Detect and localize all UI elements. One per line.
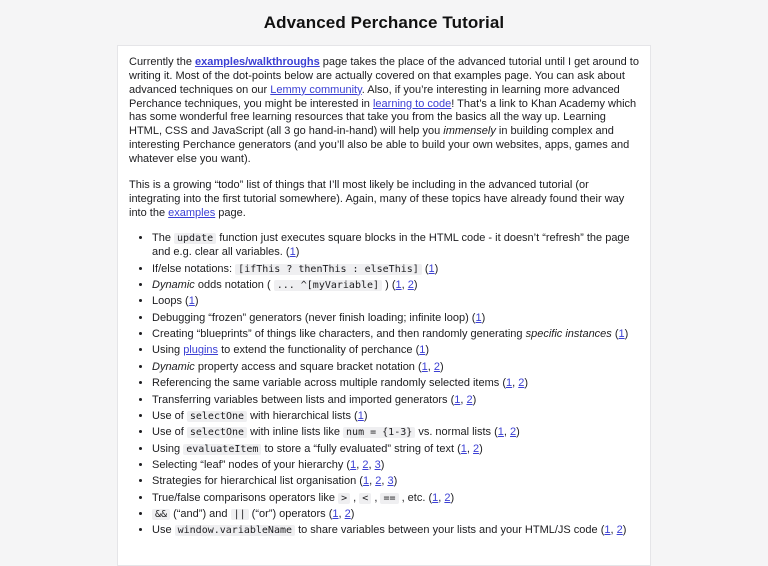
inline-link[interactable]: 1 [357, 409, 364, 422]
inline-link[interactable]: 1 [475, 311, 482, 324]
emphasis-text: specific instances [525, 328, 612, 341]
inline-link[interactable]: 1 [395, 279, 402, 292]
list-item: • True/false comparisons operators like > , < , == , etc. (1, 2) [152, 492, 639, 506]
list-item: • Transferring variables between lists and imported generators (1, 2) [152, 394, 639, 408]
inline-link[interactable]: 1 [188, 295, 195, 308]
inline-link[interactable]: 1 [497, 426, 504, 439]
inline-link[interactable]: 1 [432, 491, 439, 504]
inline-link[interactable]: 1 [428, 262, 435, 275]
inline-link[interactable]: plugins [183, 344, 219, 357]
list-item: • Dynamic property access and square bracket notation (1, 2) [152, 361, 639, 375]
inline-link[interactable]: 2 [518, 377, 525, 390]
inline-link[interactable]: 1 [362, 475, 370, 488]
list-item: • Strategies for hierarchical list organisation (1, 2, 3) [152, 475, 639, 489]
inline-code: selectOne [187, 427, 247, 438]
list-item: • If/else notations: [ifThis ? thenThis : elseThis] (1) [152, 263, 639, 277]
inline-link[interactable]: 1 [604, 524, 611, 537]
inline-code: evaluateItem [183, 444, 261, 455]
list-item: • Debugging “frozen” generators (never finish loading; infinite loop) (1) [152, 312, 639, 326]
inline-code: > [338, 493, 350, 504]
inline-link[interactable]: 2 [466, 393, 473, 406]
inline-code: && [152, 509, 170, 520]
inline-link[interactable]: 1 [460, 442, 467, 455]
inline-link[interactable]: 1 [332, 508, 339, 521]
inline-link[interactable]: learning to code [372, 97, 452, 110]
inline-link[interactable]: 3 [374, 458, 381, 471]
topics-list [129, 232, 639, 538]
inline-link[interactable]: 2 [375, 475, 382, 488]
inline-link[interactable]: examples/walkthroughs [195, 56, 320, 68]
list-item: • Loops (1) [152, 295, 639, 309]
todo-intro-paragraph: This is a growing “todo” list of things that I’ll most likely be including in the advanced tutorial (or integrating into the first tutorial somewhere). Again, many of these topics have already found their way into the examples page. [129, 178, 625, 219]
inline-link[interactable]: 1 [618, 328, 625, 341]
inline-link[interactable]: 1 [289, 246, 296, 259]
inline-link[interactable]: 2 [362, 458, 369, 471]
inline-code: < [359, 493, 371, 504]
list-item: • && (“and”) and || (“or”) operators (1, 2) [152, 508, 639, 522]
emphasis-text: Dynamic [152, 360, 195, 373]
inline-link[interactable]: examples [168, 206, 216, 219]
inline-link[interactable]: 2 [407, 279, 414, 292]
list-item: • Creating “blueprints” of things like characters, and then randomly generating specific instances (1) [152, 328, 639, 342]
inline-link[interactable]: 2 [433, 360, 441, 373]
inline-link[interactable]: 1 [350, 458, 357, 471]
inline-code: ... ^[myVariable] [274, 280, 382, 291]
emphasis-text: immensely [443, 125, 496, 138]
inline-link[interactable]: 3 [387, 475, 394, 488]
list-item: • Referencing the same variable across multiple randomly selected items (1, 2) [152, 377, 639, 391]
inline-link[interactable]: 1 [506, 377, 513, 390]
page-title: Advanced Perchance Tutorial [263, 13, 505, 32]
emphasis-text: Dynamic [152, 279, 195, 292]
content-card [117, 45, 651, 566]
inline-link[interactable]: 2 [344, 508, 351, 521]
list-item: • Dynamic odds notation ( ... ^[myVariable] ) (1, 2) [152, 279, 639, 293]
inline-link[interactable]: 2 [616, 524, 623, 537]
inline-code: || [231, 509, 249, 520]
list-item: • Using evaluateItem to store a “fully evaluated” string of text (1, 2) [152, 443, 639, 457]
inline-code: window.variableName [175, 525, 295, 536]
list-item: • Use of selectOne with inline lists like num = {1-3} vs. normal lists (1, 2) [152, 426, 639, 440]
inline-link[interactable]: 1 [454, 393, 461, 406]
inline-code: update [174, 233, 216, 244]
list-item: • Selecting “leaf” nodes of your hierarchy (1, 2, 3) [152, 459, 639, 473]
inline-link[interactable]: 1 [421, 360, 428, 373]
inline-code: [ifThis ? thenThis : elseThis] [235, 264, 422, 275]
inline-code: num = {1-3} [343, 427, 415, 438]
list-item: • The update function just executes square blocks in the HTML code - it doesn’t “refresh” the page and e.g. clear all variables. (1) [152, 232, 639, 260]
inline-link[interactable]: 2 [510, 426, 517, 439]
list-item: • Use of selectOne with hierarchical lists (1) [152, 410, 639, 424]
inline-link[interactable]: 2 [444, 491, 451, 504]
intro-paragraph: Currently the examples/walkthroughs page takes the place of the advanced tutorial until I get around to writing it. Most of the dot-points below are actually covered on that examples page. You can ask about advanced techniques on our Lemmy community. Also, if you’re interesting in learning more advanced Perchance techniques, you might be interested in learning to code! That’s a link to Khan Academy which has some wonderful free learning resources that take you from the basics all the way up. Learning HTML, CSS and JavaScript (all 3 go hand-in-hand) will help you immensely in building complex and interesting Perchance generators (and you’ll also be able to build your own websites, apps, games and whatever else you want). [129, 56, 639, 166]
inline-code: selectOne [187, 411, 247, 422]
inline-link[interactable]: 2 [473, 442, 480, 455]
list-item: • Use window.variableName to share variables between your lists and your HTML/JS code (1, 2) [152, 524, 639, 538]
inline-link[interactable]: Lemmy community [270, 83, 362, 96]
inline-link[interactable]: 1 [419, 344, 426, 357]
inline-code: == [380, 493, 398, 504]
list-item: • Using plugins to extend the functionality of perchance (1) [152, 344, 639, 358]
